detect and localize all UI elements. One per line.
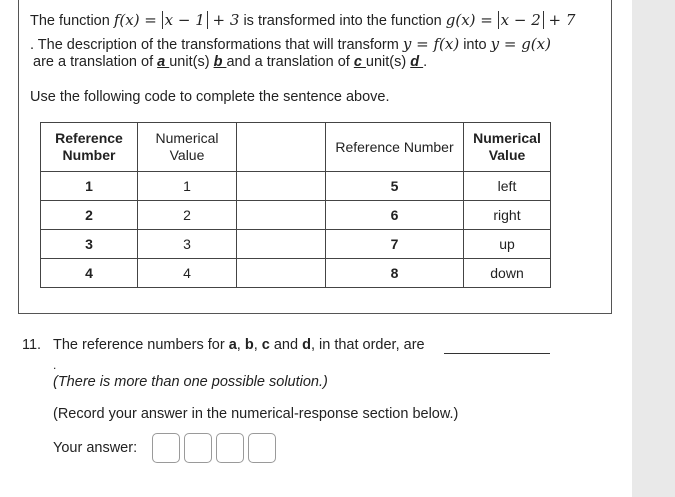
answer-underline [444, 353, 550, 354]
f-function: f(x) = x − 1 + 3 [113, 11, 240, 29]
header-spacer [237, 123, 326, 172]
blank-c: c [353, 54, 366, 70]
blank-a: a [157, 54, 170, 70]
answer-digit-4-input[interactable] [248, 433, 276, 463]
table-row: 4 4 8 down [41, 259, 551, 288]
header-reference-number: Reference Number [326, 123, 464, 172]
header-numerical-value: Numerical Value [138, 123, 237, 172]
instruction-text: Use the following code to complete the sentence above. [30, 89, 390, 105]
question-line-1: The function f(x) = x − 1 + 3 is transformed into the function g(x) = x − 2 + 7 [30, 11, 576, 29]
item-number: 11. [22, 337, 42, 353]
question-line-3: are a translation of a unit(s) b and a translation of c unit(s) d . [33, 54, 428, 70]
record-instruction: (Record your answer in the numerical-response section below.) [53, 406, 459, 422]
blank-b: b [213, 54, 227, 70]
blank-d: d [410, 54, 424, 70]
solution-note: (There is more than one possible solution.) [53, 374, 328, 390]
item-dot: . [53, 358, 57, 372]
reference-code-table [40, 122, 551, 288]
table-row: 1 1 5 left [41, 172, 551, 201]
numerical-response-inputs [152, 433, 280, 463]
table-header-row [41, 123, 551, 172]
item-question: The reference numbers for a, b, c and d, in that order, are [53, 337, 425, 353]
g-function: g(x) = x − 2 + 7 [445, 11, 576, 29]
table-row: 2 2 6 right [41, 201, 551, 230]
your-answer-label: Your answer: [53, 440, 138, 456]
answer-digit-2-input[interactable] [184, 433, 212, 463]
question-line-2: . The description of the transformations that will transform y = f(x) into y = g(x) [30, 35, 551, 53]
answer-digit-1-input[interactable] [152, 433, 180, 463]
header-reference-number: Reference Number [41, 123, 138, 172]
answer-digit-3-input[interactable] [216, 433, 244, 463]
scroll-gutter [632, 0, 675, 497]
header-numerical-value: Numerical Value [464, 123, 551, 172]
table-row: 3 3 7 up [41, 230, 551, 259]
